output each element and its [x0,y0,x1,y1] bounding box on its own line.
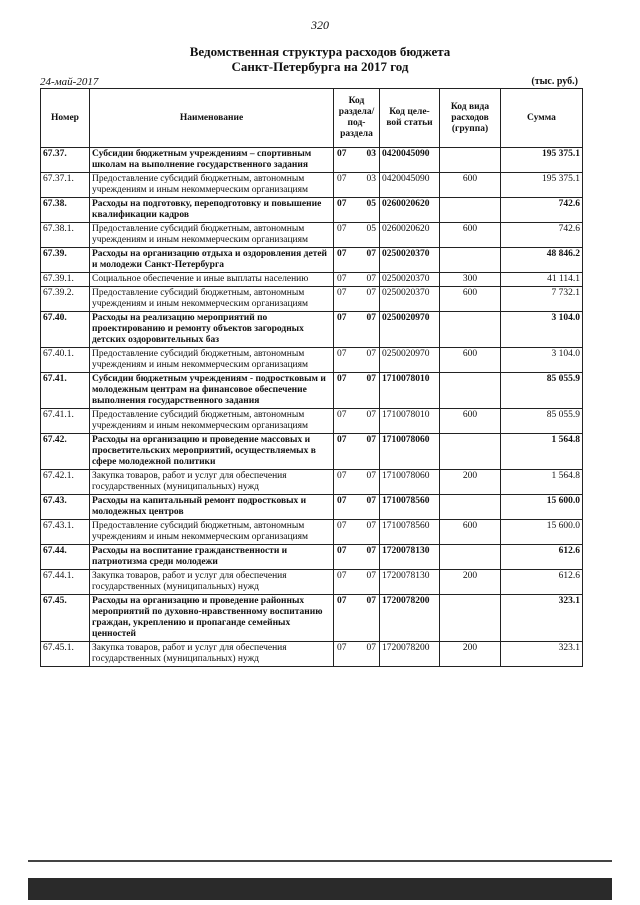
cell-article: 1720078130 [380,545,440,570]
cell-article: 0250020370 [380,248,440,273]
subsection-code: 07 [366,374,376,384]
cell-number: 67.41. [41,373,90,409]
cell-article: 1710078060 [380,434,440,470]
section-code: 07 [337,471,347,481]
table-row [41,348,583,373]
header-amount: Сумма [501,89,583,148]
cell-number: 67.38. [41,198,90,223]
cell-amount: 195 375.1 [501,148,583,173]
cell-number: 67.38.1. [41,223,90,248]
section-code: 07 [337,274,347,284]
cell-number: 67.44. [41,545,90,570]
cell-amount: 85 055.9 [501,409,583,434]
subsection-code: 07 [366,571,376,581]
section-code: 07 [337,571,347,581]
cell-amount: 323.1 [501,595,583,642]
cell-article: 1710078060 [380,470,440,495]
cell-number: 67.39. [41,248,90,273]
cell-expense-type [440,148,501,173]
cell-article: 1710078560 [380,495,440,520]
cell-section [334,595,380,642]
cell-name: Закупка товаров, работ и услуг для обеспечения государственных (муниципальных) нужд [90,570,334,595]
subsection-code: 07 [366,546,376,556]
header-name: Наименование [90,89,334,148]
cell-amount: 612.6 [501,570,583,595]
cell-expense-type [440,434,501,470]
budget-table [40,88,583,667]
table-row [41,373,583,409]
cell-number: 67.41.1. [41,409,90,434]
cell-section [334,148,380,173]
cell-name: Предоставление субсидий бюджетным, автономным учреждениям и иным некоммерческим организациям [90,348,334,373]
cell-expense-type: 200 [440,470,501,495]
cell-name: Расходы на реализацию мероприятий по проектированию и ремонту объектов загородных детских оздоровительных баз [90,312,334,348]
scan-edge-line [28,860,612,862]
cell-expense-type: 600 [440,287,501,312]
cell-amount: 195 375.1 [501,173,583,198]
header-expense-type: Код вида расходов (группа) [440,89,501,148]
cell-name: Расходы на организацию отдыха и оздоровления детей и молодежи Санкт-Петербурга [90,248,334,273]
section-code: 07 [337,410,347,420]
header-number: Номер [41,89,90,148]
table-row [41,495,583,520]
cell-article: 0250020970 [380,312,440,348]
table-row [41,595,583,642]
section-code: 07 [337,174,347,184]
cell-section [334,520,380,545]
cell-name: Закупка товаров, работ и услуг для обеспечения государственных (муниципальных) нужд [90,470,334,495]
cell-expense-type: 600 [440,223,501,248]
cell-article: 1710078560 [380,520,440,545]
cell-article: 1710078010 [380,373,440,409]
cell-expense-type [440,248,501,273]
cell-section [334,348,380,373]
document-title [0,44,640,74]
cell-name: Субсидии бюджетным учреждениям – спортивным школам на выполнение государственного задания [90,148,334,173]
cell-number: 67.39.2. [41,287,90,312]
cell-expense-type [440,495,501,520]
section-code: 07 [337,288,347,298]
cell-name: Предоставление субсидий бюджетным, автономным учреждениям и иным некоммерческим организациям [90,173,334,198]
subsection-code: 07 [366,288,376,298]
cell-amount: 612.6 [501,545,583,570]
cell-article: 1720078130 [380,570,440,595]
subsection-code: 07 [366,596,376,606]
cell-number: 67.37.1. [41,173,90,198]
section-code: 07 [337,349,347,359]
table-row [41,470,583,495]
cell-expense-type [440,198,501,223]
title-line-2: Санкт-Петербурга на 2017 год [231,59,409,74]
subsection-code: 07 [366,349,376,359]
cell-section [334,312,380,348]
subsection-code: 07 [366,435,376,445]
cell-expense-type: 300 [440,273,501,287]
section-code: 07 [337,313,347,323]
document-date: 24-май-2017 [40,76,99,88]
cell-section [334,373,380,409]
cell-number: 67.42. [41,434,90,470]
cell-article: 0250020370 [380,287,440,312]
cell-name: Расходы на капитальный ремонт подростковых и молодежных центров [90,495,334,520]
cell-expense-type: 600 [440,348,501,373]
cell-article: 0260020620 [380,223,440,248]
cell-article: 0260020620 [380,198,440,223]
cell-number: 67.44.1. [41,570,90,595]
cell-name: Субсидии бюджетным учреждениям - подростковым и молодежным центрам на финансовое обеспечение выполнения государственного задания [90,373,334,409]
cell-amount: 15 600.0 [501,495,583,520]
subsection-code: 03 [366,149,376,159]
cell-section [334,198,380,223]
subsection-code: 05 [366,199,376,209]
section-code: 07 [337,643,347,653]
section-code: 07 [337,374,347,384]
subsection-code: 07 [366,274,376,284]
table-row [41,248,583,273]
cell-section [334,409,380,434]
cell-section [334,287,380,312]
cell-article: 1710078010 [380,409,440,434]
cell-amount: 323.1 [501,642,583,667]
subsection-code: 07 [366,410,376,420]
cell-expense-type [440,373,501,409]
cell-article: 0420045090 [380,173,440,198]
table-header-row [41,89,583,148]
title-line-1: Ведомственная структура расходов бюджета [189,44,451,59]
units-label: (тыс. руб.) [531,76,578,87]
table-row [41,520,583,545]
cell-section [334,434,380,470]
cell-article: 0250020970 [380,348,440,373]
table-row [41,173,583,198]
subsection-code: 07 [366,496,376,506]
table-body [41,148,583,667]
cell-article: 0250020370 [380,273,440,287]
table-row [41,148,583,173]
table-row [41,198,583,223]
section-code: 07 [337,496,347,506]
cell-article: 1720078200 [380,595,440,642]
cell-expense-type: 600 [440,520,501,545]
subsection-code: 07 [366,521,376,531]
subsection-code: 07 [366,643,376,653]
table-row [41,287,583,312]
cell-section [334,495,380,520]
cell-amount: 15 600.0 [501,520,583,545]
cell-name: Закупка товаров, работ и услуг для обеспечения государственных (муниципальных) нужд [90,642,334,667]
cell-number: 67.42.1. [41,470,90,495]
cell-amount: 48 846.2 [501,248,583,273]
cell-number: 67.40. [41,312,90,348]
cell-number: 67.45. [41,595,90,642]
section-code: 07 [337,596,347,606]
cell-section [334,223,380,248]
cell-expense-type [440,545,501,570]
cell-name: Предоставление субсидий бюджетным, автономным учреждениям и иным некоммерческим организациям [90,409,334,434]
cell-section [334,642,380,667]
header-article: Код целе-вой статьи [380,89,440,148]
scan-bottom-edge [28,878,612,900]
section-code: 07 [337,546,347,556]
cell-amount: 1 564.8 [501,470,583,495]
cell-name: Расходы на организацию и проведение массовых и просветительских мероприятий, осуществляемых в сфере молодежной политики [90,434,334,470]
cell-number: 67.39.1. [41,273,90,287]
cell-section [334,173,380,198]
cell-name: Расходы на воспитание гражданственности и патриотизма среди молодежи [90,545,334,570]
table-row [41,545,583,570]
section-code: 07 [337,521,347,531]
page-number: 320 [311,18,329,32]
cell-expense-type: 600 [440,409,501,434]
cell-number: 67.43.1. [41,520,90,545]
subsection-code: 03 [366,174,376,184]
cell-expense-type: 200 [440,570,501,595]
subsection-code: 07 [366,313,376,323]
subsection-code: 07 [366,471,376,481]
subsection-code: 07 [366,249,376,259]
cell-amount: 85 055.9 [501,373,583,409]
table-row [41,434,583,470]
section-code: 07 [337,435,347,445]
table-row [41,642,583,667]
cell-amount: 742.6 [501,198,583,223]
section-code: 07 [337,249,347,259]
cell-number: 67.40.1. [41,348,90,373]
cell-amount: 41 114.1 [501,273,583,287]
cell-amount: 3 104.0 [501,312,583,348]
cell-name: Предоставление субсидий бюджетным, автономным учреждениям и иным некоммерческим организациям [90,287,334,312]
cell-number: 67.45.1. [41,642,90,667]
section-code: 07 [337,224,347,234]
cell-section [334,470,380,495]
cell-amount: 7 732.1 [501,287,583,312]
cell-expense-type [440,312,501,348]
table-row [41,570,583,595]
section-code: 07 [337,149,347,159]
cell-name: Расходы на организацию и проведение районных мероприятий по духовно-нравственному воспитанию граждан, укреплению и пропаганде семейных ценностей [90,595,334,642]
table-row [41,223,583,248]
section-code: 07 [337,199,347,209]
cell-section [334,545,380,570]
cell-expense-type: 600 [440,173,501,198]
cell-number: 67.43. [41,495,90,520]
cell-name: Предоставление субсидий бюджетным, автономным учреждениям и иным некоммерческим организациям [90,520,334,545]
cell-article: 0420045090 [380,148,440,173]
table-row [41,409,583,434]
table-row [41,273,583,287]
cell-section [334,273,380,287]
cell-name: Предоставление субсидий бюджетным, автономным учреждениям и иным некоммерческим организациям [90,223,334,248]
header-section: Код раздела/ под-раздела [334,89,380,148]
cell-amount: 742.6 [501,223,583,248]
table-row [41,312,583,348]
cell-name: Расходы на подготовку, переподготовку и повышение квалификации кадров [90,198,334,223]
cell-expense-type [440,595,501,642]
cell-amount: 3 104.0 [501,348,583,373]
cell-name: Социальное обеспечение и иные выплаты населению [90,273,334,287]
cell-amount: 1 564.8 [501,434,583,470]
cell-article: 1720078200 [380,642,440,667]
cell-number: 67.37. [41,148,90,173]
subsection-code: 05 [366,224,376,234]
cell-expense-type: 200 [440,642,501,667]
cell-section [334,248,380,273]
cell-section [334,570,380,595]
